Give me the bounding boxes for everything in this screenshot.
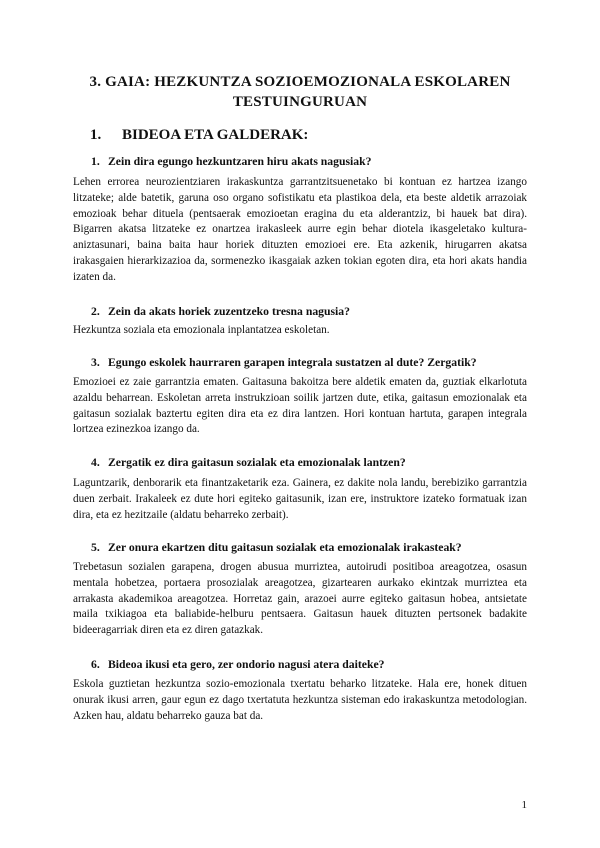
answer-2: Hezkuntza soziala eta emozionala inplantatzea eskoletan. <box>73 324 330 336</box>
document-title: 3. GAIA: HEZKUNTZA SOZIOEMOZIONALA ESKOLAREN TESTUINGURUAN <box>89 74 511 110</box>
section-heading <box>90 125 308 145</box>
question-number: 6. <box>91 658 100 671</box>
answer-1: Lehen errorea neurozientziaren irakaskuntza garrantzitsuenetako bi kontuan ez hartzea izango litzateke; alde batetik, garuna oso organo sofistikatu eta plastikoa dela, eta beste aldetik arrazoiak emozioak behar dituela (pentsaerak emozioetan eragina du eta alderantziz, bi hauek bat dira). Bigarren akatsa litzateke ez onartzea irakasleek aurre egin behar diotela ikasgeletako kultura-aniztasunari, baina baita haur horiek dituzten emozioei ere. Eta azkenik, hirugarren akatsa irakasgaien hierarkizazioa da, sormenezko ikasgaiak azken tokian egoten dira, eta hori akats handia izaten da. <box>73 176 527 283</box>
question-text: Zer onura ekartzen ditu gaitasun sozialak eta emozionalak irakasteak? <box>108 541 462 554</box>
question-number: 2. <box>91 305 100 318</box>
answer-3: Emozioei ez zaie garrantzia ematen. Gaitasuna bakoitza bere aldetik ematen da, guztiak elkarlotuta azaldu beharrean. Eskoletan arreta instrukzioan soilik jartzen dute, etika, gaitasun emozionalak eta gaitasun sozialak baztertu egiten dira eta ez dira lantzen. Hori kontuan hartuta, garapen integrala lortzea ezinezkoa izango da. <box>73 376 527 436</box>
section-heading-text: BIDEOA ETA GALDERAK: <box>122 127 309 143</box>
question-3 <box>91 355 477 370</box>
question-text: Zein dira egungo hezkuntzaren hiru akats nagusiak? <box>108 155 372 168</box>
question-number: 3. <box>91 356 100 369</box>
question-number: 4. <box>91 456 100 469</box>
answer-4: Laguntzarik, denborarik eta finantzaketarik eza. Gainera, ez dakite nola landu, berebiziko garrantzia duen zerbait. Irakaleek ez dute hori egiteko gaitasunik, izan ere, instruktore izateko formatuak izan dira, eta ez hezitzaile (aldatu beharreko zerbait). <box>73 477 527 521</box>
question-text: Egungo eskolek haurraren garapen integrala sustatzen al dute? Zergatik? <box>108 356 477 369</box>
question-number: 1. <box>91 155 100 168</box>
question-6 <box>91 657 385 672</box>
question-text: Zein da akats horiek zuzentzeko tresna nagusia? <box>108 305 350 318</box>
question-text: Zergatik ez dira gaitasun sozialak eta emozionalak lantzen? <box>108 456 406 469</box>
question-text: Bideoa ikusi eta gero, zer ondorio nagusi atera daiteke? <box>108 658 385 671</box>
question-1 <box>91 154 371 169</box>
answer-6: Eskola guztietan hezkuntza sozio-emozionala txertatu beharko litzateke. Hala ere, honek dituen onurak ikusi arren, gaur egun ez dago txertatuta hezkuntza sisteman edo irakaskuntza metodologian. Azken hau, aldatu beharreko gauza bat da. <box>73 678 527 722</box>
question-4 <box>91 455 406 470</box>
section-number: 1. <box>90 127 102 143</box>
question-number: 5. <box>91 541 100 554</box>
question-2 <box>91 304 350 319</box>
answer-5: Trebetasun sozialen garapena, drogen abusua murriztea, autoirudi positiboa areagotzea, osasun mentala hobetzea, portaera prosozialak areagotzea, gizartearen aurkako ekintzak murriztea eta arrakasta akademikoa areagotzea. Horretaz gain, arazoei aurre egiteko gaitasun hobea, antsietate maila txikiagoa eta baliabide-helburu pentsaera. Gaitasun hauek dituzten pertsonek badakite bideeragarriak diren eta ez diren gatazkak. <box>73 561 527 637</box>
question-5 <box>91 540 462 555</box>
page-number: 1 <box>521 799 527 811</box>
